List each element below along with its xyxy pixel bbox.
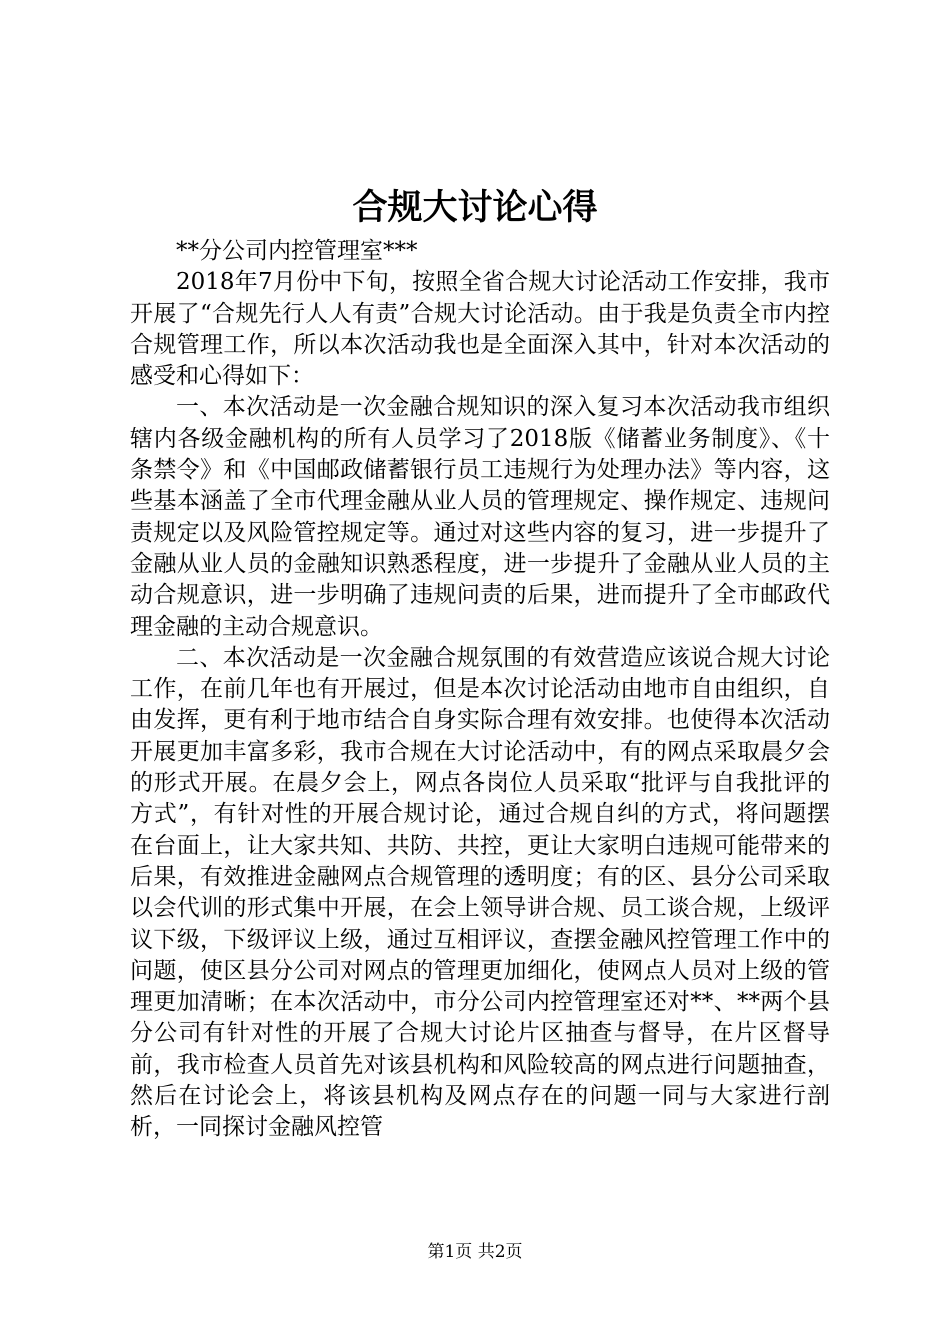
page-number-footer: 第1页 共2页 [427,1242,523,1262]
paragraph: 2018年7月份中下旬，按照全省合规大讨论活动工作安排，我市开展了“合规先行人人有责”合规大讨论活动。由于我是负责全市内控合规管理工作，所以本次活动我也是全面深入其中，针对本次活动的感受和心得如下： [130,269,830,390]
paragraph: 一、本次活动是一次金融合规知识的深入复习本次活动我市组织辖内各级金融机构的所有人员学习了2018版《储蓄业务制度》、《十条禁令》和《中国邮政储蓄银行员工违规行为处理办法》等内容，这些基本涵盖了全市代理金融从业人员的管理规定、操作规定、违规问责规定以及风险管控规定等。通过对这些内容的复习，进一步提升了金融从业人员的金融知识熟悉程度，进一步提升了金融从业人员的主动合规意识，进一步明确了违规问责的后果，进而提升了全市邮政代理金融的主动合规意识。 [130,394,830,640]
document-body [130,236,830,1144]
author-line: **分公司内控管理室*** [176,238,418,264]
paragraph: 二、本次活动是一次金融合规氛围的有效营造应该说合规大讨论工作，在前几年也有开展过，但是本次讨论活动由地市自由组织，自由发挥，更有利于地市结合自身实际合理有效安排。也使得本次活动开展更加丰富多彩，我市合规在大讨论活动中，有的网点采取晨夕会的形式开展。在晨夕会上，网点各岗位人员采取“批评与自我批评的方式”，有针对性的开展合规讨论，通过合规自纠的方式，将问题摆在台面上，让大家共知、共防、共控，更让大家明白违规可能带来的后果，有效推进金融网点合规管理的透明度；有的区、县分公司采取以会代训的形式集中开展，在会上领导讲合规、员工谈合规，上级评议下级，下级评议上级，通过互相评议，查摆金融风控管理工作中的问题，使区县分公司对网点的管理更加细化，使网点人员对上级的管理更加清晰；在本次活动中，市分公司内控管理室还对**、**两个县分公司有针对性的开展了合规大讨论片区抽查与督导，在片区督导前，我市检查人员首先对该县机构和风险较高的网点进行问题抽查，然后在讨论会上，将该县机构及网点存在的问题一同与大家进行剖析，一同探讨金融风控管 [130,644,830,1141]
document-title: 合规大讨论心得 [352,187,598,228]
